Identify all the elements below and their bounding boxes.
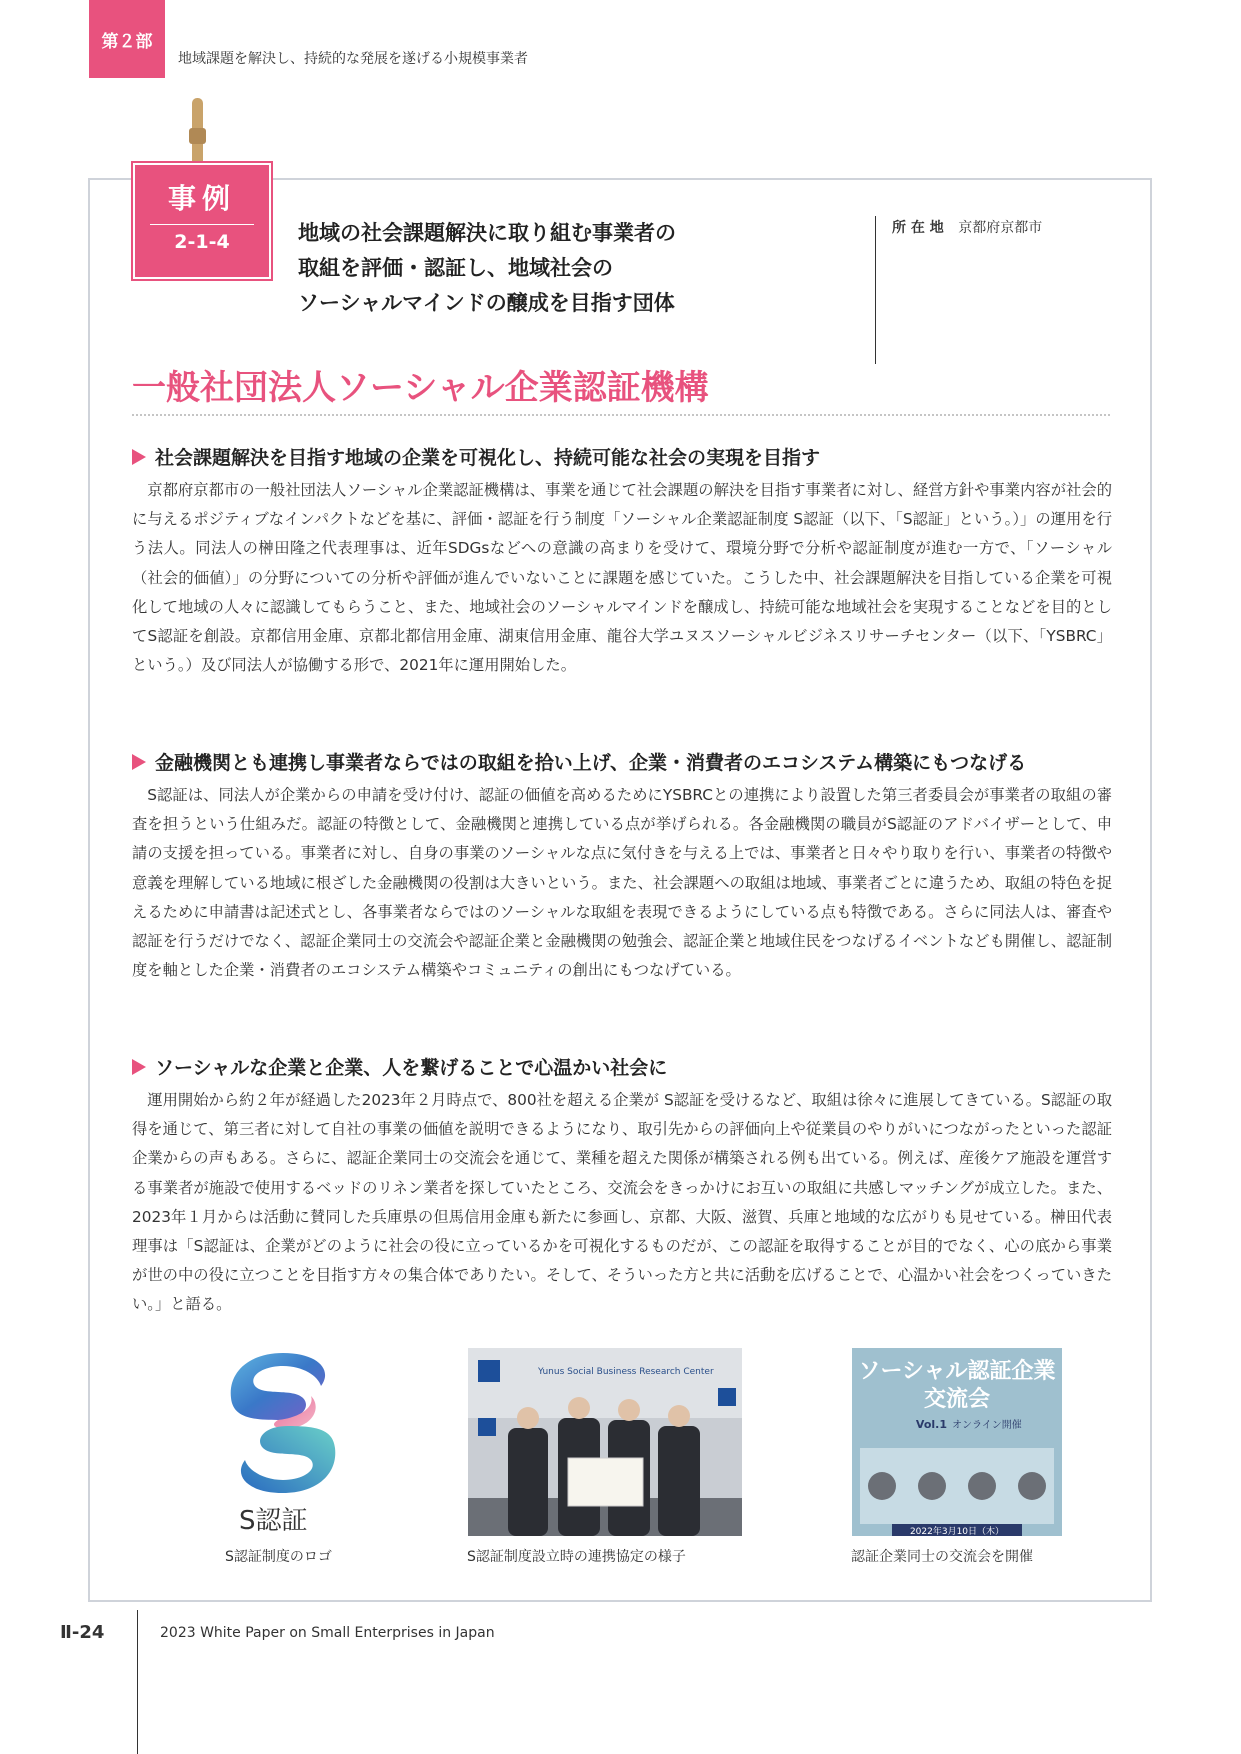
case-headline bbox=[298, 216, 858, 321]
poster-vol: Vol.1 bbox=[915, 1418, 947, 1431]
case-badge-number: 2-1-4 bbox=[174, 231, 230, 253]
triangle-bullet-icon bbox=[132, 1059, 146, 1075]
part-label: 第２部 bbox=[89, 0, 165, 78]
section-title-text: 社会課題解決を目指す地域の企業を可視化し、持続可能な社会の実現を目指す bbox=[155, 447, 821, 469]
case-badge bbox=[133, 163, 271, 279]
section-body: 京都府京都市の一般社団法人ソーシャル企業認証機構は、事業を通じて社会課題の解決を目指す事業者に対し、経営方針や事業内容が社会的に与えるポジティブなインパクトなどを基に、評価・認証を行う制度「ソーシャル企業認証制度 S認証（以下、「S認証」という。）」の運用を行う法人。同法人の榊田隆之代表理事は、近年SDGsなどへの意識の高まりを受けて、環境分野で分析や認証制度が進む一方で、「ソーシャル（社会的価値）」の分野についての分析や評価が進んでいないことに課題を感じていた。こうした中、社会課題解決を目指している企業を可視化して地域の人々に認識してもらうこと、また、地域社会のソーシャルマインドを醸成し、持続可能な地域社会を実現することなどを目的としてS認証を創設。京都信用金庫、京都北都信用金庫、湖東信用金庫、龍谷大学ユヌスソーシャルビジネスリサーチセンター（以下、「YSBRC」という。）及び同法人が協働する形で、2021年に運用開始した。 bbox=[132, 481, 1112, 675]
s-certification-logo-icon bbox=[223, 1348, 343, 1498]
dotted-divider bbox=[132, 414, 1110, 416]
poster-title-line-1: ソーシャル認証企業 bbox=[858, 1359, 1056, 1384]
location-label: 所 在 地 bbox=[892, 220, 944, 236]
case-badge-title: 事例 bbox=[167, 182, 236, 215]
publication-title: 2023 White Paper on Small Enterprises in Japan bbox=[160, 1625, 495, 1641]
section-title-text: 金融機関とも連携し事業者ならではの取組を拾い上げ、企業・消費者のエコシステム構築にもつなげる bbox=[155, 752, 1027, 774]
location bbox=[892, 217, 1042, 237]
section-title bbox=[132, 443, 1112, 470]
logo-caption: S認証制度のロゴ bbox=[225, 1549, 332, 1565]
poster-date: 2022年3月10日（木） bbox=[909, 1527, 1005, 1536]
headline-line: 取組を評価・認証し、地域社会の bbox=[298, 256, 613, 280]
paper-clip-band bbox=[189, 128, 206, 144]
case-badge-divider bbox=[150, 224, 254, 225]
section-1 bbox=[132, 443, 1112, 680]
agreement-photo bbox=[468, 1348, 742, 1536]
section-3 bbox=[132, 1053, 1112, 1320]
poster-caption: 認証企業同士の交流会を開催 bbox=[851, 1549, 1033, 1565]
location-value: 京都府京都市 bbox=[958, 220, 1043, 236]
section-title bbox=[132, 1053, 1112, 1080]
organization-name: 一般社団法人ソーシャル企業認証機構 bbox=[132, 368, 709, 408]
triangle-bullet-icon bbox=[132, 449, 146, 465]
triangle-bullet-icon bbox=[132, 754, 146, 770]
photo-caption: S認証制度設立時の連携協定の様子 bbox=[467, 1549, 686, 1565]
section-title-text: ソーシャルな企業と企業、人を繋げることで心温かい社会に bbox=[155, 1057, 668, 1079]
location-divider bbox=[875, 216, 876, 364]
agreement-photo-image bbox=[468, 1348, 742, 1536]
part-description: 地域課題を解決し、持続的な発展を遂げる小規模事業者 bbox=[178, 51, 528, 67]
section-body: S認証は、同法人が企業からの申請を受け付け、認証の価値を高めるためにYSBRCとの連携により設置した第三者委員会が事業者の取組の審査を担うという仕組みだ。認証の特徴として、金融機関と連携している点が挙げられる。各金融機関の職員がS認証のアドバイザーとして、申請の支援を担っている。事業者に対し、自身の事業のソーシャルな点に気付きを与える上では、事業者と日々やり取りを行い、事業者の特徴や意義を理解している地域に根ざした金融機関の役割は大きいという。また、社会課題への取組は地域、事業者ごとに違うため、取組の特色を捉えるために申請書は記述式とし、各事業者ならではのソーシャルな取組を表現できるようにしている点も特徴である。さらに同法人は、審査や認証を行うだけでなく、認証企業同士の交流会や認証企業と金融機関の勉強会、認証企業と地域住民をつなげるイベントなども開催し、認証制度を軸とした企業・消費者のエコシステム構築やコミュニティの創出にもつなげている。 bbox=[132, 786, 1112, 980]
logo-wordmark: S認証 bbox=[239, 1506, 308, 1536]
section-body: 運用開始から約２年が経過した2023年２月時点で、800社を超える企業が S認証を受けるなど、取組は徐々に進展してきている。S認証の取得を通じて、第三者に対して自社の事業の価値を説明できるようになり、取引先からの評価向上や従業員のやりがいにつながったといった認証企業からの声もある。さらに、認証企業同士の交流会を通じて、業種を超えた関係が構築される例も出ている。例えば、産後ケア施設を運営する事業者が施設で使用するベッドのリネン業者を探していたところ、交流会をきっかけにお互いの取組に共感しマッチングが成立した。また、2023年１月からは活動に賛同した兵庫県の但馬信用金庫も新たに参画し、京都、大阪、滋賀、兵庫と地域的な広がりも見せている。榊田代表理事は「S認証は、企業がどのように社会の役に立っているかを可視化するものだが、この認証を取得することが目的でなく、心の底から事業が世の中の役に立つことを目指す方々の集合体でありたい。そして、そういった方と共に活動を広げることで、心温かい社会をつくっていきたい。」と語る。 bbox=[132, 1091, 1112, 1314]
exchange-poster-image bbox=[852, 1348, 1062, 1536]
page-number: Ⅱ-24 bbox=[60, 1622, 105, 1643]
poster-title-line-2: 交流会 bbox=[923, 1387, 991, 1412]
section-title bbox=[132, 748, 1112, 775]
headline-line: 地域の社会課題解決に取り組む事業者の bbox=[298, 221, 676, 245]
poster-online: オンライン開催 bbox=[952, 1420, 1022, 1431]
photo-banner-text: Yunus Social Business Research Center bbox=[538, 1367, 714, 1377]
footer-divider bbox=[137, 1610, 138, 1754]
headline-line: ソーシャルマインドの醸成を目指す団体 bbox=[298, 291, 675, 315]
section-2 bbox=[132, 748, 1112, 985]
exchange-poster bbox=[852, 1348, 1062, 1536]
